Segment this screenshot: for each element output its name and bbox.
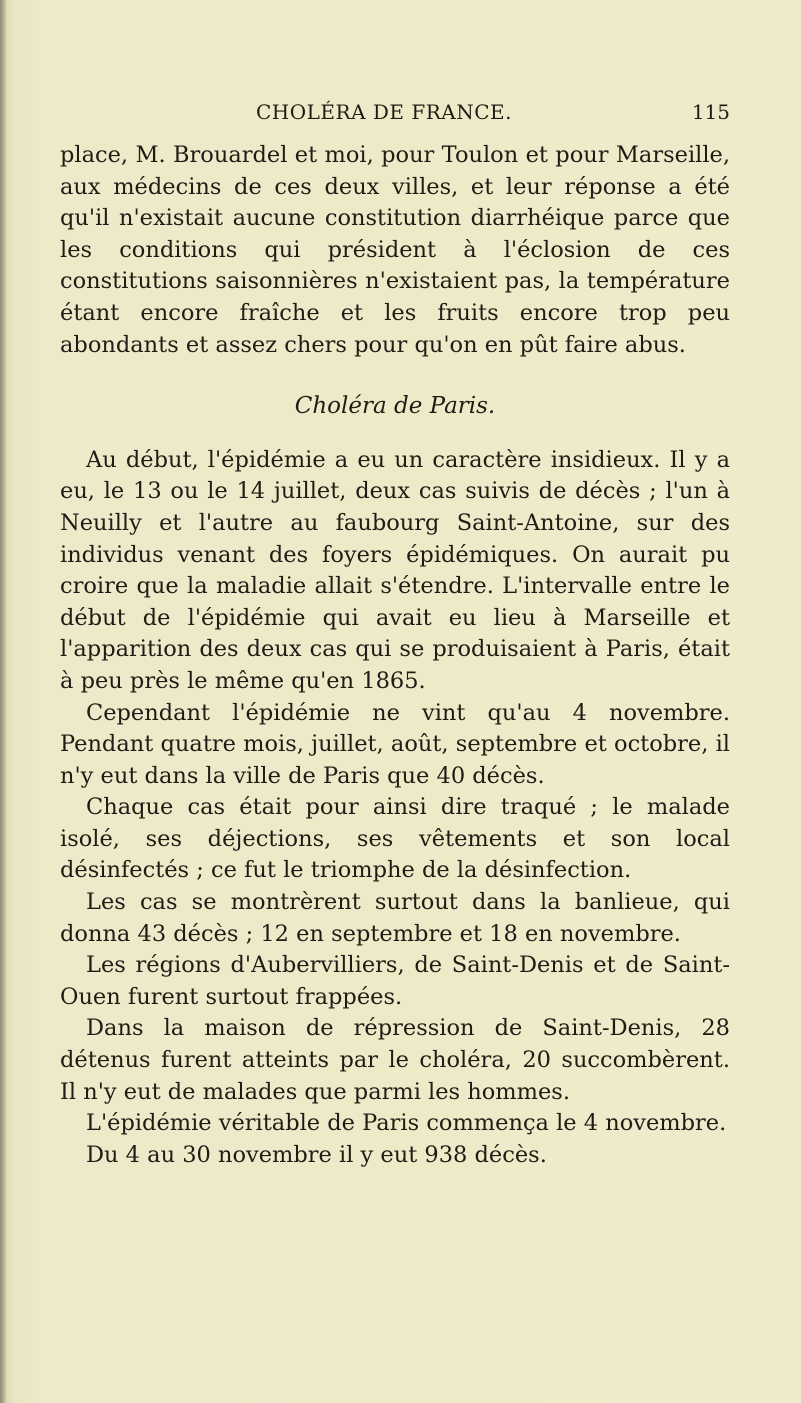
running-header [60,100,730,130]
page-number: 115 [691,100,730,124]
body-text [60,140,730,1171]
section-heading: Choléra de Paris. [294,393,496,420]
paragraph: place, M. Brouardel et moi, pour Toulon et pour Marseille, aux médecins de ces deux villes, et leur réponse a été qu'il n'existait aucune constitution diarrhéique parce que les conditions qui président à l'éclosion de ces constitutions saisonnières n'existaient pas, la température étant encore fraîche et les fruits encore trop peu abondants et assez chers pour qu'on en pût faire abus. [60,142,730,358]
paragraph: L'épidémie véritable de Paris commença le 4 novembre. [86,1110,727,1137]
paragraph: Cependant l'épidémie ne vint qu'au 4 novembre. Pendant quatre mois, juillet, août, septembre et octobre, il n'y eut dans la ville de Paris que 40 décès. [60,699,730,789]
paragraph: Les cas se montrèrent surtout dans la banlieue, qui donna 43 décès ; 12 en septembre et 18 en novembre. [60,889,730,947]
running-title: CHOLÉRA DE FRANCE. [256,100,513,124]
paragraph: Au début, l'épidémie a eu un caractère insidieux. Il y a eu, le 13 ou le 14 juillet, deux cas suivis de décès ; l'un à Neuilly et l'autre au faubourg Saint-Antoine, sur des individus venant des foyers épidémiques. On aurait pu croire que la maladie allait s'étendre. L'intervalle entre le début de l'épidémie qui avait eu lieu à Marseille et l'apparition des deux cas qui se produisaient à Paris, était à peu près le même qu'en 1865. [60,446,730,694]
page-edge [0,0,6,1403]
paragraph: Du 4 au 30 novembre il y eut 938 décès. [86,1141,547,1168]
paragraph: Chaque cas était pour ainsi dire traqué ; le malade isolé, ses déjections, ses vêtements et son local désinfectés ; ce fut le triomphe de la désinfection. [60,794,730,884]
paragraph: Dans la maison de répression de Saint-Denis, 28 détenus furent atteints par le choléra, 20 succombèrent. Il n'y eut de malades que parmi les hommes. [60,1015,730,1105]
paragraph: Les régions d'Aubervilliers, de Saint-Denis et de Saint-Ouen furent surtout frappées. [60,952,730,1010]
